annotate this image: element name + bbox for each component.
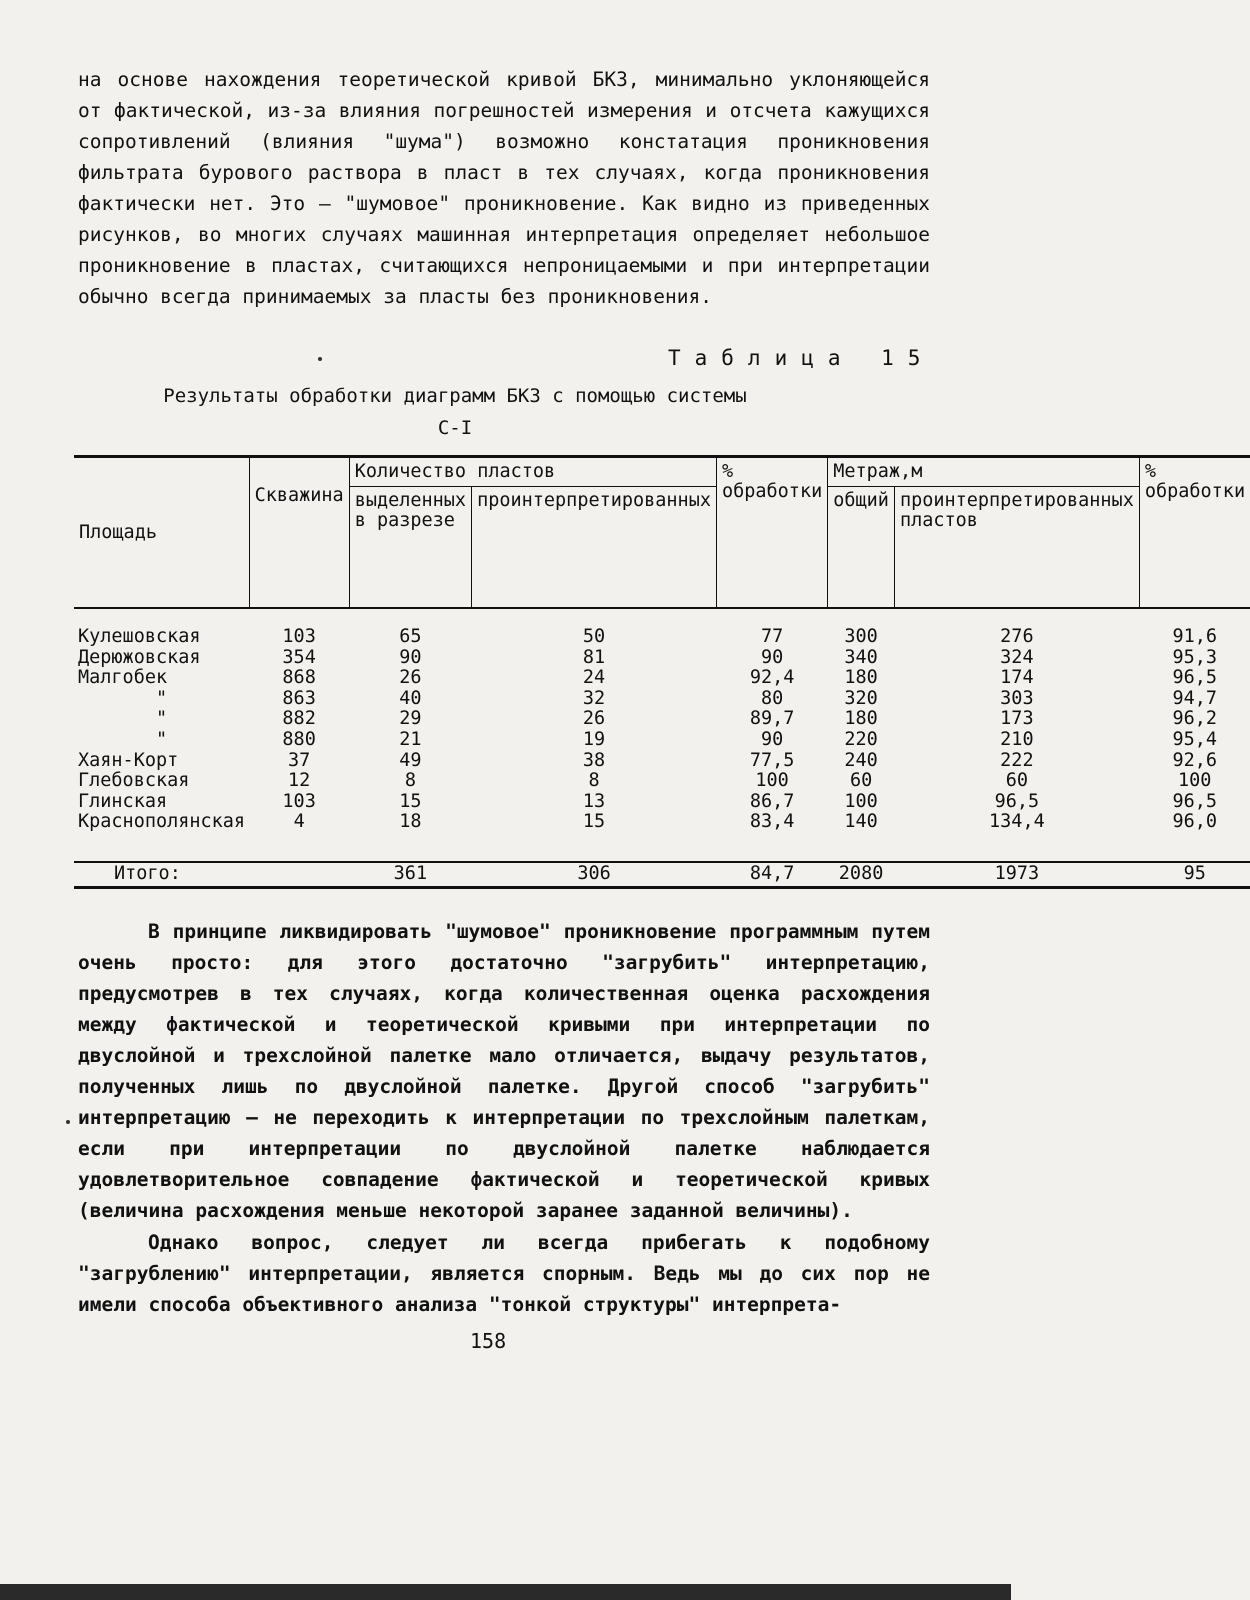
cell-pct: 86,7	[749, 790, 795, 812]
header-layers-interpreted: проинтерпретированных	[472, 487, 717, 609]
cell-pct2: 95,4	[1172, 728, 1217, 750]
header-footage-total: общий	[828, 487, 895, 609]
cell-area: Дерюжовская	[78, 646, 201, 668]
cell-interpreted: 26	[582, 708, 606, 730]
cell-pct2: 96,5	[1172, 790, 1217, 812]
table-row	[74, 668, 1250, 689]
cell-pct: 90	[760, 728, 784, 750]
cell-footage-total: 60	[849, 770, 873, 792]
cell-area: "	[155, 728, 168, 750]
table-row	[74, 751, 1250, 772]
paragraph-intro: на основе нахождения теоретической кривой БКЗ, минимально уклоняющейся от фактической, из-за влияния погрешностей измерения и отсчета кажущихся сопротивлений (влияния "шума") возможно констатация проникновения фильтрата бурового раствора в пласт в тех случаях, когда проникновения фактически нет. Это – "шумовое" проникновение. Как видно из приведенных рисунков, во многих случаях машинная интерпретация определяет небольшое проникновение в пластах, считающихся непроницаемыми и при интерпретации обычно всегда принимаемых за пласты без проникновения.	[78, 68, 930, 308]
paragraph-question: Однако вопрос, следует ли всегда прибегать к подобному "загрублению" интерпретации, является спорным. Ведь мы до сих пор не имели способа объективного анализа "тонкой структуры" интерпрета-	[78, 1231, 930, 1316]
cell-footage-total: 140	[844, 811, 878, 833]
cell-pct: 92,4	[749, 667, 795, 689]
table-row	[74, 792, 1250, 813]
cell-footage-interpreted: 222	[1000, 749, 1034, 771]
speck-mark	[318, 357, 322, 361]
cell-footage-interpreted: 60	[1005, 770, 1029, 792]
cell-interpreted: 32	[582, 687, 606, 709]
cell-footage-interpreted: 210	[1000, 728, 1034, 750]
cell-well: 4	[293, 811, 305, 833]
cell-well: 882	[282, 708, 316, 730]
cell-selected: 40	[399, 687, 422, 709]
cell-interpreted: 13	[582, 790, 606, 812]
cell-interpreted: 81	[582, 646, 606, 668]
cell-area: "	[155, 708, 168, 730]
cell-area: Малгобек	[78, 667, 168, 689]
header-well: Скважина	[249, 457, 349, 609]
header-layers-count: Количество пластов	[349, 457, 716, 487]
cell-footage-total: 180	[844, 708, 878, 730]
cell-pct2: 96,5	[1172, 667, 1217, 689]
total-pct: 84,7	[716, 862, 827, 888]
cell-footage-total: 180	[844, 667, 878, 689]
cell-pct: 90	[760, 646, 784, 668]
cell-pct2: 92,6	[1172, 749, 1217, 771]
cell-well: 103	[282, 790, 316, 812]
cell-footage-interpreted: 134,4	[989, 811, 1045, 833]
cell-area: "	[155, 687, 168, 709]
cell-interpreted: 50	[582, 626, 606, 647]
table-row	[74, 730, 1250, 751]
speck-mark	[66, 1120, 70, 1124]
cell-pct: 89,7	[749, 708, 795, 730]
cell-footage-total: 300	[844, 626, 878, 647]
table-row	[74, 709, 1250, 730]
cell-footage-interpreted: 173	[1000, 708, 1034, 730]
total-selected: 361	[349, 862, 471, 888]
table-row	[74, 648, 1250, 669]
cell-pct2: 91,6	[1172, 626, 1217, 647]
total-footage-interpreted: 1973	[894, 862, 1139, 888]
cell-well: 103	[282, 626, 316, 647]
cell-pct2: 96,2	[1172, 708, 1217, 730]
total-pct2: 95	[1139, 862, 1250, 888]
table-total-row	[74, 862, 1250, 888]
cell-footage-total: 320	[844, 687, 878, 709]
cell-area: Кулешовская	[78, 626, 201, 647]
cell-selected: 26	[399, 667, 422, 689]
table-label: Таблица 15	[668, 346, 935, 370]
cell-well: 37	[287, 749, 311, 771]
cell-interpreted: 19	[582, 728, 606, 750]
cell-selected: 29	[399, 708, 422, 730]
scan-bottom-edge	[0, 1584, 1011, 1600]
cell-footage-total: 240	[844, 749, 878, 771]
cell-selected: 18	[399, 811, 422, 833]
cell-interpreted: 15	[582, 811, 606, 833]
header-footage: Метраж,м	[828, 457, 1140, 487]
cell-selected: 49	[399, 749, 422, 771]
total-footage: 2080	[828, 862, 895, 888]
cell-pct2: 94,7	[1172, 687, 1217, 709]
cell-pct: 77,5	[749, 749, 795, 771]
cell-area: Хаян-Корт	[78, 749, 179, 771]
cell-footage-interpreted: 174	[1000, 667, 1034, 689]
results-table	[74, 455, 1250, 889]
cell-pct: 80	[760, 687, 784, 709]
header-footage-interpreted: проинтерпретированных пластов	[894, 487, 1139, 609]
cell-pct: 100	[755, 770, 789, 792]
cell-well: 863	[282, 687, 316, 709]
cell-pct: 77	[760, 626, 784, 647]
cell-interpreted: 24	[582, 667, 606, 689]
cell-selected: 8	[404, 770, 416, 792]
cell-well: 880	[282, 728, 316, 750]
cell-well: 868	[282, 667, 316, 689]
cell-pct2: 96,0	[1172, 811, 1217, 833]
cell-footage-total: 100	[844, 790, 878, 812]
header-layers-selected: выделенных в разрезе	[349, 487, 471, 609]
cell-selected: 15	[399, 790, 422, 812]
cell-interpreted: 38	[582, 749, 606, 771]
paragraph-loosening: В принципе ликвидировать "шумовое" проникновение программным путем очень просто: для этого достаточно "загрубить" интерпретацию, предусмотрев в тех случаях, когда количественная оценка расхождения между фактической и теоретической кривыми при интерпретации по двуслойной и трехслойной палетке мало отличается, выдачу результатов, полученных лишь по двуслойной палетке. Другой способ "загрубить" интерпретацию – не переходить к интерпретации по трехслойным палеткам, если при интерпретации по двуслойной палетке наблюдается удовлетворительное совпадение фактической и теоретической кривых (величина расхождения меньше некоторой заранее заданной величины).	[78, 920, 930, 1222]
cell-selected: 65	[399, 626, 422, 647]
header-pct1: % обработки	[716, 457, 827, 609]
cell-footage-interpreted: 324	[1000, 646, 1034, 668]
cell-pct2: 100	[1178, 770, 1212, 792]
cell-pct: 83,4	[749, 811, 795, 833]
header-area: Площадь	[74, 457, 249, 609]
cell-footage-total: 220	[844, 728, 878, 750]
cell-footage-interpreted: 303	[1000, 687, 1034, 709]
header-pct2: % обработки	[1139, 457, 1250, 609]
table-title: Результаты обработки диаграмм БКЗ с помощью системы С-I	[163, 385, 747, 439]
cell-well: 12	[287, 770, 311, 792]
table-row	[74, 812, 1250, 862]
cell-footage-interpreted: 276	[1000, 626, 1034, 647]
table-row	[74, 689, 1250, 710]
cell-interpreted: 8	[588, 770, 600, 792]
total-label: Итого:	[74, 862, 349, 888]
cell-footage-total: 340	[844, 646, 878, 668]
page-number: 158	[470, 1329, 507, 1353]
table-row	[74, 771, 1250, 792]
table-row	[74, 608, 1250, 648]
cell-area: Глебовская	[78, 770, 190, 792]
cell-selected: 21	[399, 728, 422, 750]
cell-area: Краснополянская	[78, 811, 246, 833]
cell-area: Глинская	[78, 790, 168, 812]
cell-well: 354	[282, 646, 316, 668]
cell-footage-interpreted: 96,5	[994, 790, 1040, 812]
total-interpreted: 306	[472, 862, 717, 888]
cell-pct2: 95,3	[1172, 646, 1217, 668]
cell-selected: 90	[399, 646, 422, 668]
